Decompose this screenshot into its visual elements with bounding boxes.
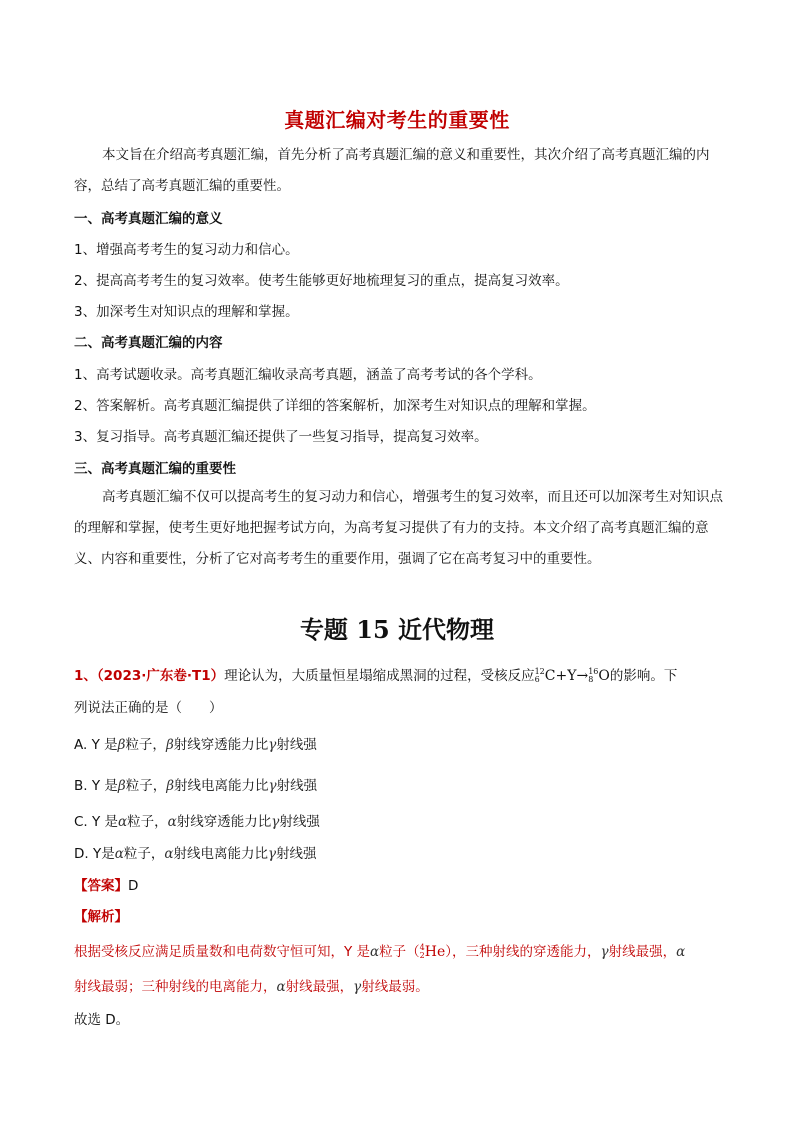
- helium-nucleus: 4 2 He: [419, 943, 446, 960]
- answer-value: D: [128, 878, 139, 894]
- option-a: A. Y 是β粒子，β射线穿透能力比γ射线强: [74, 737, 317, 753]
- analysis-label: 【解析】: [74, 909, 128, 925]
- analysis-conclusion: 故选 D。: [74, 1012, 130, 1028]
- section1-heading: 一、高考真题汇编的意义: [74, 211, 223, 227]
- section3-heading: 三、高考真题汇编的重要性: [74, 461, 236, 477]
- question-text-after: 的影响。下: [609, 668, 678, 684]
- carbon-mass: 12: [534, 667, 545, 676]
- question-line2: 列说法正确的是（ ）: [74, 700, 223, 716]
- analysis-line2: 射线最弱；三种射线的电离能力，α射线最强，γ射线最弱。: [74, 979, 429, 995]
- section1-item: 1、增强高考考生的复习动力和信心。: [74, 242, 299, 258]
- option-b: B. Y 是β粒子，β射线电离能力比γ射线强: [74, 778, 318, 794]
- plus-sign: +: [555, 668, 568, 684]
- option-c: C. Y 是α粒子，α射线穿透能力比γ射线强: [74, 814, 320, 830]
- question-source: （2023·广东卷·T1）: [96, 668, 225, 684]
- topic-title: 专题 15 近代物理: [299, 615, 495, 644]
- section2-item: 1、高考试题收录。高考真题汇编收录高考真题，涵盖了高考考试的各个学科。: [74, 367, 542, 383]
- analysis-line1: 根据受核反应满足质量数和电荷数守恒可知，Y 是α粒子（ 4 2 He），三种射线的穿透能力，γ射线最强，α: [74, 943, 686, 960]
- question-number: 1、: [74, 668, 97, 684]
- arrow-icon: →: [576, 668, 589, 684]
- section2-item: 3、复习指导。高考真题汇编还提供了一些复习指导，提高复习效率。: [74, 429, 488, 445]
- answer-label: 【答案】: [74, 878, 128, 894]
- nuclear-reaction: [535, 668, 610, 684]
- question-text: 理论认为，大质量恒星塌缩成黑洞的过程，受核反应: [224, 668, 535, 684]
- section2-heading: 二、高考真题汇编的内容: [74, 335, 223, 351]
- document-title: 真题汇编对考生的重要性: [284, 108, 510, 132]
- intro-paragraph: 本文旨在介绍高考真题汇编，首先分析了高考真题汇编的意义和重要性，其次介绍了高考真题汇编的内容，总结了高考真题汇编的重要性。: [74, 147, 710, 194]
- oxygen-charge: 8: [588, 675, 594, 684]
- carbon-charge: 6: [534, 675, 540, 684]
- answer-line: [74, 874, 138, 894]
- carbon-symbol: C: [544, 668, 556, 684]
- section2-item: 2、答案解析。高考真题汇编提供了详细的答案解析，加深考生对知识点的理解和掌握。: [74, 398, 596, 414]
- oxygen-mass: 16: [588, 667, 599, 676]
- option-d: D. Y是α粒子，α射线电离能力比γ射线强: [74, 846, 317, 862]
- section3-body: 高考真题汇编不仅可以提高考生的复习动力和信心，增强考生的复习效率，而且还可以加深考生对知识点的理解和掌握，使考生更好地把握考试方向，为高考复习提供了有力的支持。本文介绍了高考真题汇编的意义、内容和重要性，分析了它对高考考生的重要作用，强调了它在高考复习中的重要性。: [74, 489, 723, 567]
- oxygen-symbol: O: [598, 668, 610, 684]
- section1-item: 3、加深考生对知识点的理解和掌握。: [74, 304, 299, 320]
- section1-item: 2、提高高考考生的复习效率。使考生能够更好地梳理复习的重点，提高复习效率。: [74, 273, 569, 289]
- question-line1: [74, 664, 677, 684]
- y-symbol: Y: [567, 668, 577, 684]
